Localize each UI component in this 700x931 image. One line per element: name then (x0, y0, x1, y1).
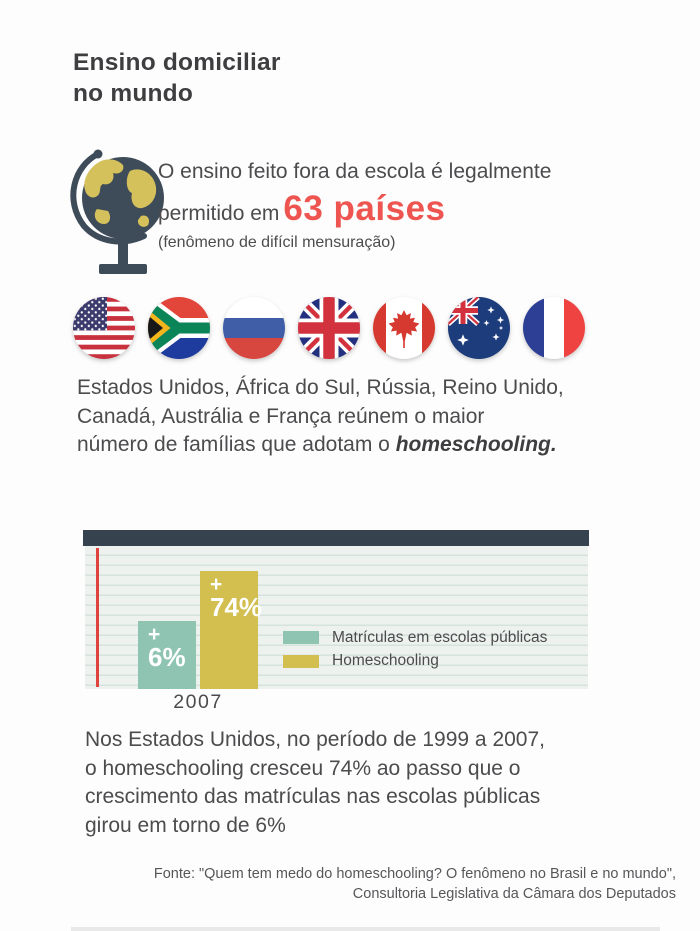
page-title-line1: Ensino domiciliar (73, 49, 281, 76)
source-credit (154, 864, 676, 904)
conclusion-line2: o homeschooling cresceu 74% ao passo que o (85, 756, 521, 780)
countries-paragraph (77, 374, 564, 460)
country-flags-row (73, 297, 585, 359)
australia-flag-icon (448, 297, 510, 359)
conclusion-line1: Nos Estados Unidos, no período de 1999 a 2007, (85, 728, 545, 751)
south-africa-flag-icon (148, 297, 210, 359)
bar-chart (85, 546, 588, 689)
legend-row-homeschooling (283, 652, 547, 669)
canada-flag-icon (373, 297, 435, 359)
legend-swatch-public-schools (283, 631, 319, 644)
chart-x-axis-label: 2007 (173, 691, 223, 713)
source-line2: Consultoria Legislativa da Câmara dos Deputados (352, 886, 676, 902)
page-title-line2: no mundo (73, 80, 193, 107)
bar-homeschooling (200, 571, 263, 689)
russia-flag-icon (223, 297, 285, 359)
legal-statement (158, 157, 551, 252)
countries-line3 (77, 431, 564, 460)
conclusion-line3: crescimento das matrículas nas escolas públicas (85, 785, 541, 808)
chart-legend (283, 628, 548, 678)
legal-note: (fenômeno de difícil mensuração) (158, 234, 396, 251)
conclusion-line4: girou em torno de 6% (85, 813, 286, 837)
legal-line1: O ensino feito fora da escola é legalmente (158, 160, 552, 183)
legend-label-homeschooling: Homeschooling (332, 652, 439, 669)
chart-axis-red-line (96, 548, 99, 687)
bar-home-plus: + (210, 573, 223, 596)
bar-public-schools (138, 621, 196, 689)
uk-flag-icon (298, 297, 360, 359)
countries-line3-text: número de famílias que adotam o (77, 433, 396, 456)
page-title (73, 47, 281, 109)
countries-count-highlight: 63 países (283, 189, 446, 228)
bar-public-value: 6% (148, 642, 186, 672)
conclusion-paragraph (85, 726, 545, 840)
homeschooling-emphasis: homeschooling. (395, 433, 557, 456)
bar-public-plus: + (148, 623, 161, 646)
legend-swatch-homeschooling (283, 655, 319, 668)
bottom-divider (71, 927, 660, 931)
legend-row-public (283, 628, 548, 646)
legal-line2 (158, 189, 551, 229)
legend-label-public-schools: Matrículas em escolas públicas (332, 628, 548, 646)
legal-line2-prefix: permitido em (158, 202, 280, 225)
source-line1: Fonte: "Quem tem medo do homeschooling? O fenômeno no Brasil e no mundo", (153, 866, 676, 882)
countries-line1: Estados Unidos, África do Sul, Rússia, Reino Unido, (77, 376, 564, 399)
countries-line2: Canadá, Austrália e França reúnem o maior (77, 404, 485, 428)
bar-home-value: 74% (210, 592, 263, 622)
usa-flag-icon (73, 297, 135, 359)
france-flag-icon (523, 297, 585, 359)
chart-header-bar (83, 530, 589, 546)
